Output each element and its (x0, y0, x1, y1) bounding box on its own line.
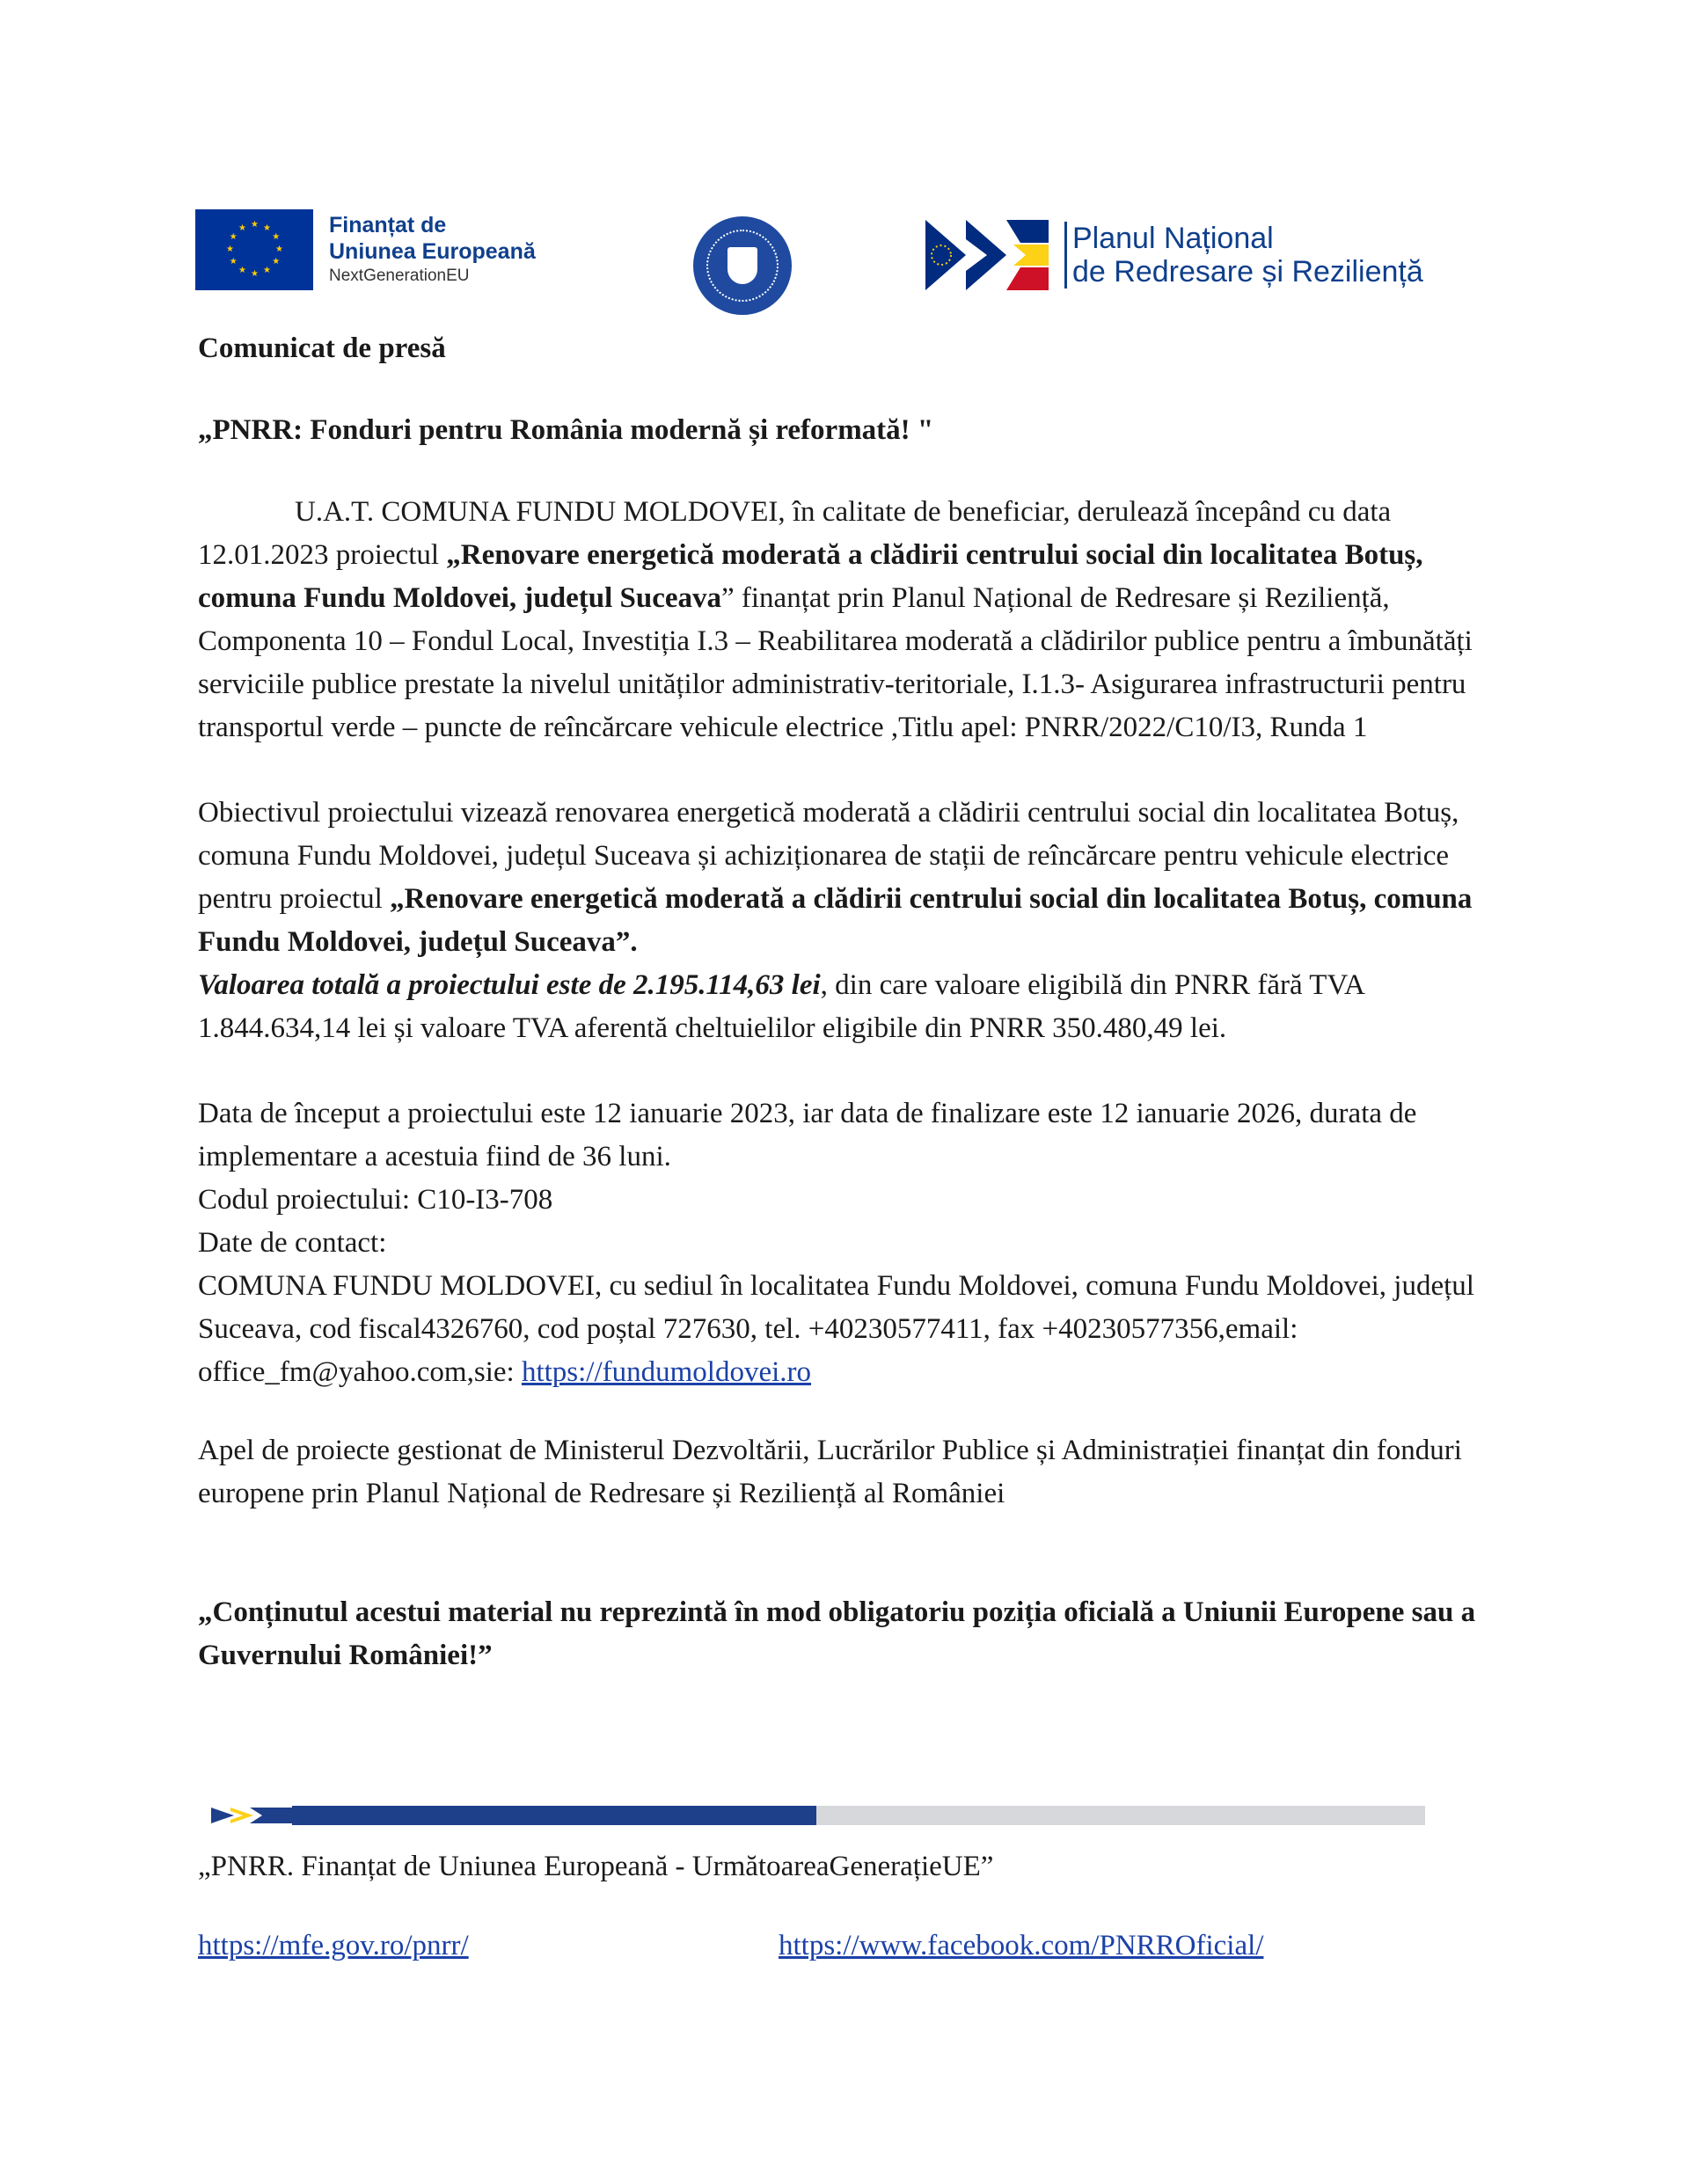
eu-star-icon: ★ (263, 223, 271, 233)
intro-text-1: U.A.T. COMUNA FUNDU MOLDOVEI, în calitate de beneficiar, derulează începând cu data 12.01.2023 proiectul (198, 496, 1392, 571)
press-release-title: „PNRR: Fonduri pentru România modernă și reformată! " (198, 414, 934, 446)
paragraph-call-management: Apel de proiecte gestionat de Ministerul Dezvoltării, Lucrărilor Publice și Administrației finanțat din fonduri europene prin Planul Național de Redresare și Reziliență al României (198, 1435, 1462, 1509)
contact-label: Date de contact: (198, 1227, 387, 1259)
eu-star-icon: ★ (275, 245, 283, 254)
eu-funding-text (329, 212, 536, 288)
eu-star-icon: ★ (272, 257, 281, 267)
eu-star-icon: ★ (251, 220, 259, 230)
paragraph-dates: Data de început a proiectului este 12 ianuarie 2023, iar data de finalizare este 12 ianuarie 2026, durata de implementare a acestuia fiind de 36 luni. (198, 1098, 1417, 1172)
mfe-pnrr-link[interactable]: https://mfe.gov.ro/pnrr/ (198, 1930, 469, 1961)
eu-star-icon: ★ (238, 223, 246, 233)
footer-arrows-icon (204, 1806, 292, 1825)
objective-project-name-bold: „Renovare energetică moderată a clădirii centrului social din localitatea Botuș, comuna Fundu Moldovei, județul Suceava”. (198, 883, 1473, 958)
disclaimer: „Conținutul acestui material nu reprezintă în mod obligatoriu poziția oficială a Uniunii Europene sau a Guvernului României!” (198, 1596, 1476, 1671)
eu-text-line1: Finanțat de (329, 213, 447, 237)
pnrr-text-line1: Planul Național (1072, 222, 1274, 255)
website-link[interactable]: https://fundumoldovei.ro (521, 1356, 812, 1388)
pnrr-arrows-icon (925, 220, 1049, 290)
objective-text-1: Obiectivul proiectului vizează renovarea energetică moderată a clădirii centrului social din localitatea Botuș, comuna Fundu Moldovei, județul Suceava și achiziționarea de stații de reîncărcare pentru vehicule electrice pentru proiectul (198, 797, 1459, 915)
eu-star-icon: ★ (226, 245, 234, 254)
paragraph-objective (198, 792, 1491, 1050)
facebook-pnrr-link[interactable]: https://www.facebook.com/PNRROficial/ (779, 1930, 1264, 1961)
eu-star-icon: ★ (229, 232, 238, 242)
objective-text-2: , din care valoare eligibilă din PNRR fără TVA 1.844.634,14 lei și valoare TVA aferentă cheltuielilor eligibile din PNRR 350.480,49 lei. (198, 969, 1364, 1044)
eu-star-icon: ★ (263, 266, 271, 276)
romanian-government-seal-icon (693, 216, 792, 315)
seal-ring (706, 230, 779, 302)
footer-links (198, 1925, 1491, 1969)
pnrr-text-line2: de Redresare și Reziliență (1072, 255, 1423, 289)
header-logos (0, 194, 1689, 317)
coat-of-arms-icon (728, 247, 757, 284)
eu-flag-icon (195, 209, 313, 290)
press-release-label: Comunicat de presă (198, 332, 446, 364)
paragraph-project-intro (198, 491, 1491, 749)
total-value-bold-italic: Valoarea totală a proiectului este de 2.195.114,63 lei (198, 969, 821, 1001)
eu-star-icon: ★ (251, 269, 259, 279)
press-release-body (198, 327, 1491, 1677)
eu-star-icon: ★ (229, 257, 238, 267)
footer-slogan: „PNRR. Finanțat de Uniunea Europeană - UrmătoareaGenerațieUE” (198, 1851, 994, 1882)
eu-star-icon: ★ (238, 266, 246, 276)
footer-bar-blue (204, 1806, 816, 1825)
contact-text: COMUNA FUNDU MOLDOVEI, cu sediul în localitatea Fundu Moldovei, comuna Fundu Moldovei, județul Suceava, cod fiscal4326760, cod poștal 727630, tel. +40230577411, fax +40230577356,email: office_fm@yahoo.com,sie: (198, 1270, 1474, 1388)
project-name-bold: „Renovare energetică moderată a clădirii centrului social din localitatea Botuș, comuna Fundu Moldovei, județul Suceava (198, 539, 1423, 614)
contact-details (198, 1265, 1491, 1394)
eu-text-line3: NextGenerationEU (329, 267, 470, 285)
intro-text-2: ” finanțat prin Planul Național de Redresare și Reziliență, Componenta 10 – Fondul Local, Investiția I.3 – Reabilitarea moderată a clădirilor publice pentru a îmbunătăți serviciile publice prestate la nivelul unităților administrativ-teritoriale, I.1.3- Asigurarea infrastructurii pentru transportul verde – puncte de reîncărcare vehicule electrice ,Titlu apel: PNRR/2022/C10/I3, Runda 1 (198, 582, 1473, 743)
eu-funding-logo (195, 209, 536, 290)
eu-star-icon: ★ (272, 232, 281, 242)
project-code: Codul proiectului: C10-I3-708 (198, 1184, 553, 1216)
eu-text-line2: Uniunea Europeană (329, 239, 536, 264)
pnrr-logo-text (1064, 222, 1423, 289)
footer-color-bar (204, 1806, 1425, 1825)
pnrr-logo (925, 220, 1423, 290)
